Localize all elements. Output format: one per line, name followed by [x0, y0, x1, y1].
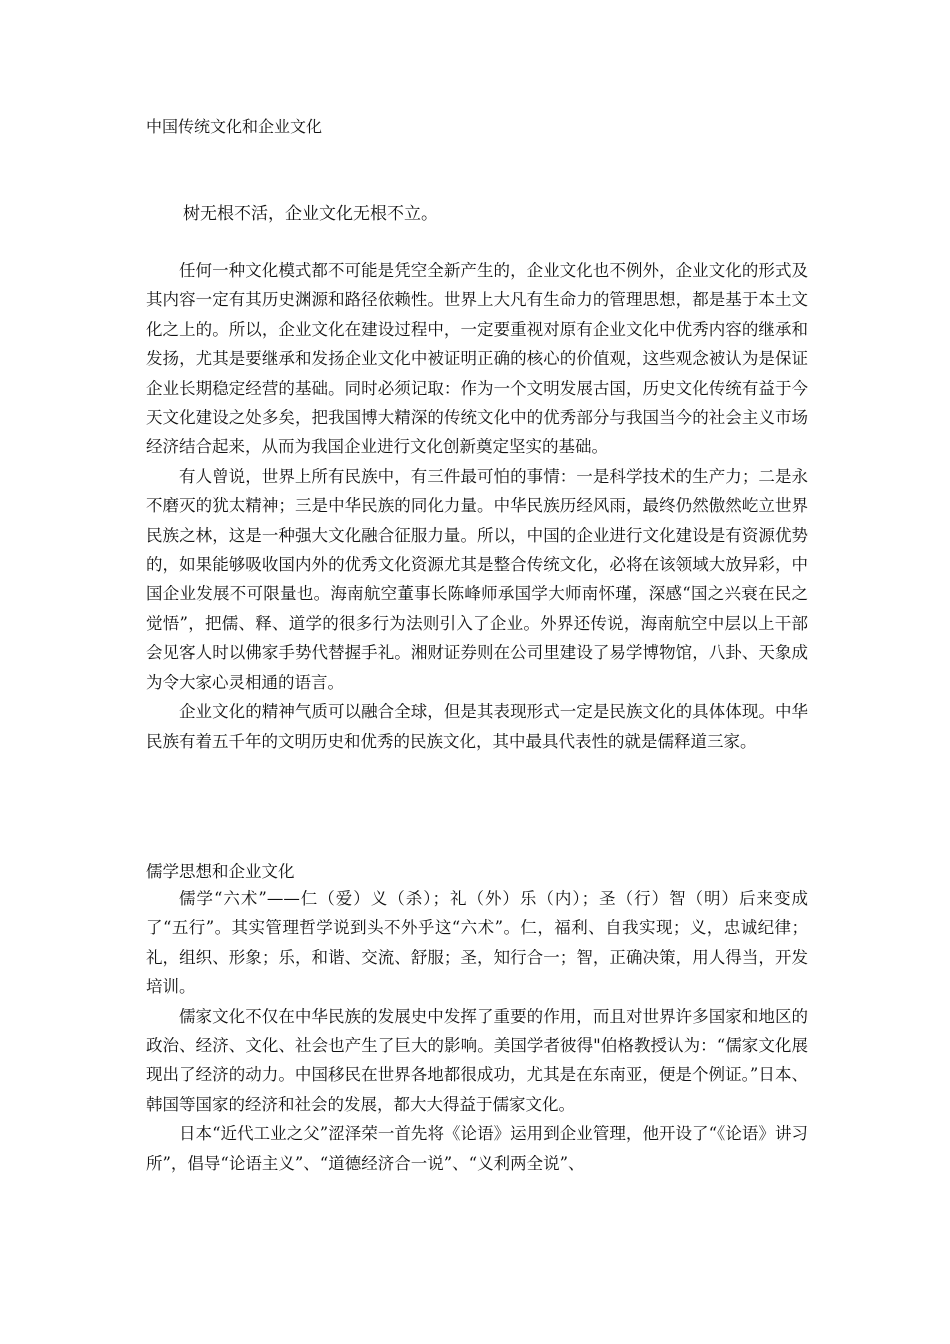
- paragraph: 有人曾说，世界上所有民族中，有三件最可怕的事情：一是科学技术的生产力；二是永不磨灭的犹太精神；三是中华民族的同化力量。中华民族历经风雨，最终仍然傲然屹立世界民族之林，这是一种强大文化融合征服力量。所以，中国的企业进行文化建设是有资源优势的，如果能够吸收国内外的优秀文化资源尤其是整合传统文化，必将在该领域大放异彩，中国企业发展不可限量也。海南航空董事长陈峰师承国学大师南怀瑾，深感“国之兴衰在民之觉悟”，把儒、释、道学的很多行为法则引入了企业。外界还传说，海南航空中层以上干部会见客人时以佛家手势代替握手礼。湘财证券则在公司里建设了易学博物馆，八卦、天象成为令大家心灵相通的语言。: [146, 466, 808, 692]
- paragraph: 企业文化的精神气质可以融合全球，但是其表现形式一定是民族文化的具体体现。中华民族有着五千年的文明历史和优秀的民族文化，其中最具代表性的就是儒释道三家。: [146, 702, 808, 751]
- motto-line: 树无根不活，企业文化无根不立。: [183, 204, 438, 224]
- paragraph: 儒家文化不仅在中华民族的发展史中发挥了重要的作用，而且对世界许多国家和地区的政治、经济、文化、社会也产生了巨大的影响。美国学者彼得"伯格教授认为：“儒家文化展现出了经济的动力。中国移民在世界各地都很成功，尤其是在东南亚，便是个例证。”日本、韩国等国家的经济和社会的发展，都大大得益于儒家文化。: [146, 1006, 808, 1114]
- paragraph: 日本“近代工业之父”涩泽荣一首先将《论语》运用到企业管理，他开设了“《论语》讲习所”，倡导“论语主义”、“道德经济合一说”、“义利两全说”、: [146, 1124, 808, 1173]
- section-heading: 儒学思想和企业文化: [146, 862, 295, 881]
- paragraph: 任何一种文化模式都不可能是凭空全新产生的，企业文化也不例外，企业文化的形式及其内容一定有其历史渊源和路径依赖性。世界上大凡有生命力的管理思想，都是基于本土文化之上的。所以，企业文化在建设过程中，一定要重视对原有企业文化中优秀内容的继承和发扬，尤其是要继承和发扬企业文化中被证明正确的核心的价值观，这些观念被认为是保证企业长期稳定经营的基础。同时必须记取：作为一个文明发展古国，历史文化传统有益于今天文化建设之处多矣，把我国博大精深的传统文化中的优秀部分与我国当今的社会主义市场经济结合起来，从而为我国企业进行文化创新奠定坚实的基础。: [146, 261, 808, 457]
- confucian-section: [146, 884, 808, 1178]
- intro-section: [146, 256, 808, 756]
- paragraph: 儒学“六术”——仁（爱）义（杀）；礼（外）乐（内）；圣（行）智（明）后来变成了“五行”。其实管理哲学说到头不外乎这“六术”。仁，福利、自我实现；义，忠诚纪律；礼，组织、形象；乐，和谐、交流、舒服；圣，知行合一；智，正确决策，用人得当，开发培训。: [146, 889, 808, 997]
- document-title: 中国传统文化和企业文化: [146, 117, 323, 136]
